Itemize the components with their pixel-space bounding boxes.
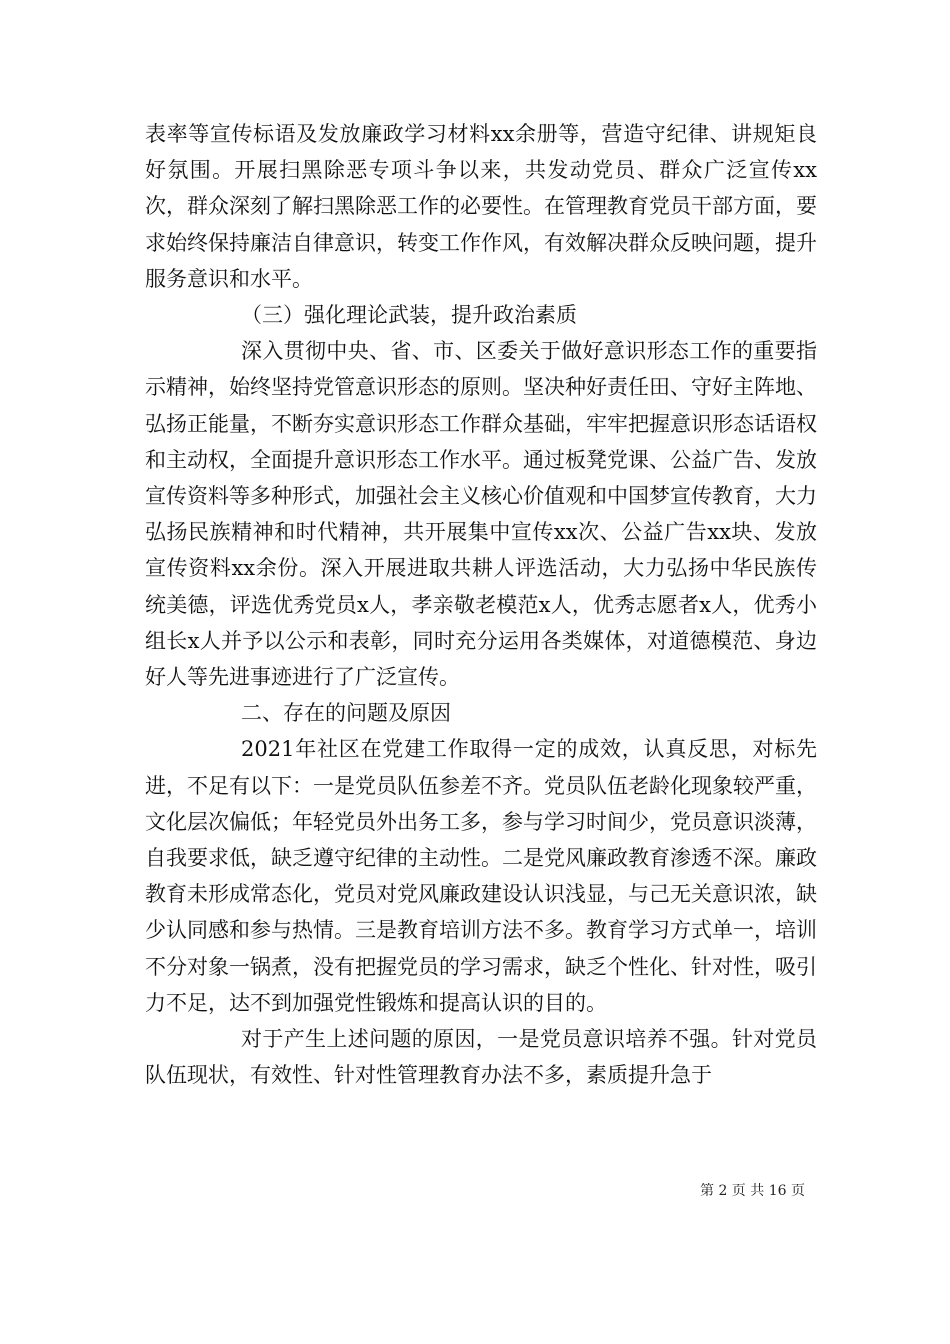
paragraph-ideology-work: 深入贯彻中央、省、市、区委关于做好意识形态工作的重要指示精神，始终坚持党管意识形态的原则。坚决种好责任田、守好主阵地、弘扬正能量，不断夯实意识形态工作群众基础，牢牢把握意识形态话语权和主动权，全面提升意识形态工作水平。通过板凳党课、公益广告、发放宣传资料等多种形式，加强社会主义核心价值观和中国梦宣传教育，大力弘扬民族精神和时代精神，共开展集中宣传xx次、公益广告xx块、发放宣传资料xx余份。深入开展进取共耕人评选活动，大力弘扬中华民族传统美德，评选优秀党员x人，孝亲敬老模范x人，优秀志愿者x人，优秀小组长x人并予以公示和表彰，同时充分运用各类媒体，对道德模范、身边好人等先进事迹进行了广泛宣传。: [145, 339, 817, 690]
document-body: [145, 116, 817, 1093]
section-heading-problems: 二、存在的问题及原因: [241, 701, 451, 726]
section-heading-theory: （三）强化理论武装，提升政治素质: [241, 303, 577, 328]
page-number-footer: 第 2 页 共 16 页: [700, 1183, 805, 1199]
paragraph-problems-list: 2021年社区在党建工作取得一定的成效，认真反思，对标先进，不足有以下：一是党员队伍参差不齐。党员队伍老龄化现象较严重，文化层次偏低；年轻党员外出务工多，参与学习时间少，党员意识淡薄，自我要求低，缺乏遵守纪律的主动性。二是党风廉政教育渗透不深。廉政教育未形成常态化，党员对党风廉政建设认识浅显，与己无关意识浓，缺少认同感和参与热情。三是教育培训方法不多。教育学习方式单一，培训不分对象一锅煮，没有把握党员的学习需求，缺乏个性化、针对性，吸引力不足，达不到加强党性锻炼和提高认识的目的。: [145, 737, 817, 1015]
paragraph-causes: 对于产生上述问题的原因，一是党员意识培养不强。针对党员队伍现状，有效性、针对性管理教育办法不多，素质提升急于: [145, 1027, 817, 1088]
paragraph-propaganda-continuation: 表率等宣传标语及发放廉政学习材料xx余册等，营造守纪律、讲规矩良好氛围。开展扫黑除恶专项斗争以来，共发动党员、群众广泛宣传xx次，群众深刻了解扫黑除恶工作的必要性。在管理教育党员干部方面，要求始终保持廉洁自律意识，转变工作作风，有效解决群众反映问题，提升服务意识和水平。: [145, 122, 817, 291]
